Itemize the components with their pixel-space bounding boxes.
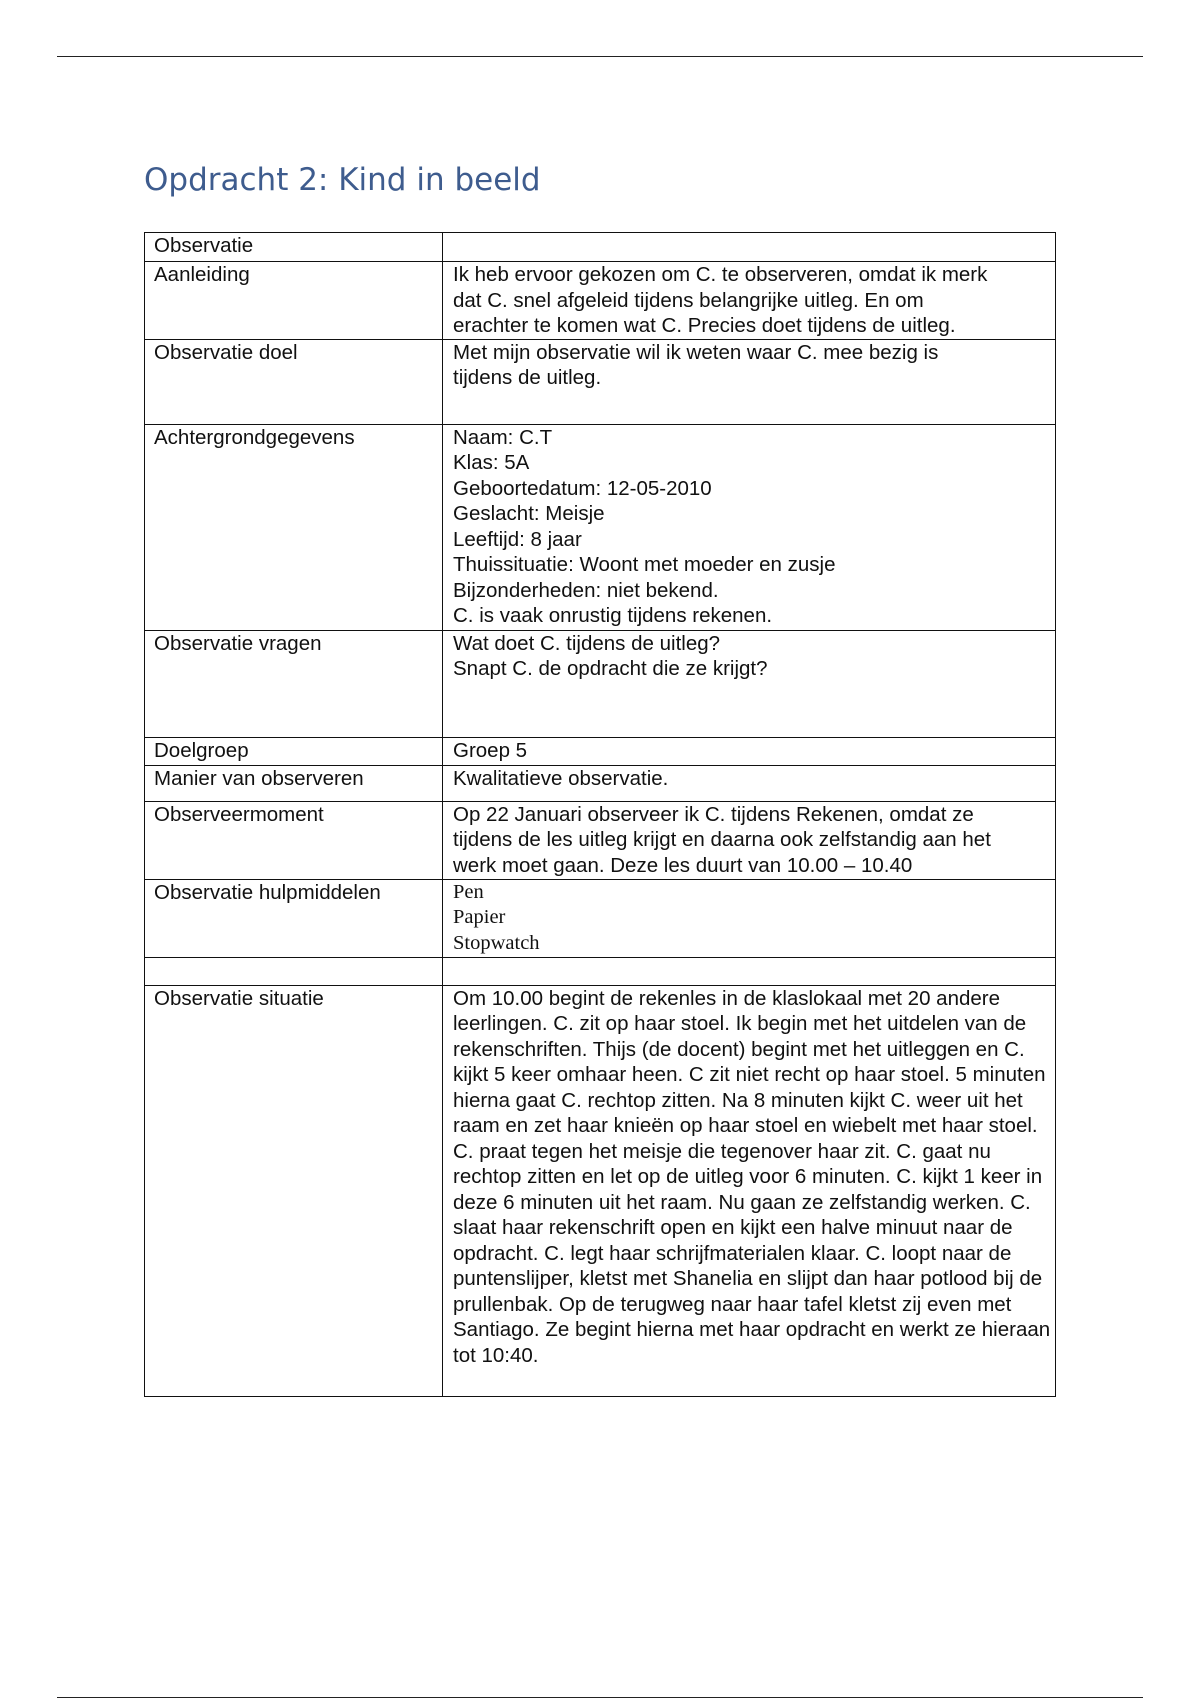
text-line: Met mijn observatie wil ik weten waar C. mee bezig is	[453, 340, 939, 364]
text-line: Naam: C.T	[453, 425, 553, 449]
header-rule	[57, 56, 1143, 57]
text-line: Klas: 5A	[453, 451, 530, 474]
value-doelgroep: Groep 5	[443, 737, 1056, 765]
text-line: Geslacht: Meisje	[453, 502, 605, 525]
label-observatie-doel: Observatie doel	[145, 339, 443, 424]
label-achtergrondgegevens: Achtergrondgegevens	[145, 424, 443, 630]
text-line: Leeftijd: 8 jaar	[453, 527, 582, 551]
value-empty	[443, 957, 1056, 985]
text-line: Wat doet C. tijdens de uitleg?	[453, 631, 721, 655]
label-observatie-hulpmiddelen: Observatie hulpmiddelen	[145, 879, 443, 957]
table-row-observatie-vragen	[145, 630, 1056, 737]
text-line: erachter te komen wat C. Precies doet tijdens de uitleg.	[453, 314, 956, 337]
footer-rule	[57, 1697, 1143, 1698]
observation-table	[144, 232, 1056, 1397]
value-manier-van-observeren: Kwalitatieve observatie.	[443, 765, 1056, 801]
value-observatie-doel	[443, 339, 1056, 424]
table-row-observatie-situatie	[145, 985, 1056, 1396]
label-empty	[145, 957, 443, 985]
label-observeermoment: Observeermoment	[145, 801, 443, 879]
table-row-empty	[145, 957, 1056, 985]
table-row-aanleiding	[145, 262, 1056, 340]
table-row-observeermoment	[145, 801, 1056, 879]
value-observatie	[443, 233, 1056, 262]
value-aanleiding	[443, 262, 1056, 340]
value-observatie-situatie	[443, 985, 1056, 1396]
text-line: Ik heb ervoor gekozen om C. te observeren, omdat ik merk	[453, 263, 988, 286]
value-observatie-hulpmiddelen	[443, 879, 1056, 957]
text-line: Pen	[453, 880, 484, 903]
text-line: Geboortedatum: 12-05-2010	[453, 476, 712, 500]
label-observatie-situatie: Observatie situatie	[145, 985, 443, 1396]
text-line: Papier	[453, 906, 506, 928]
text-line: tijdens de les uitleg krijgt en daarna ook zelfstandig aan het	[453, 828, 991, 851]
table-row-observatie-hulpmiddelen	[145, 879, 1056, 957]
situatie-text: Om 10.00 begint de rekenles in de klaslokaal met 20 andere leerlingen. C. zit op haar stoel. Ik begin met het uitdelen van de rekenschriften. Thijs (de docent) begint met het uitleggen en C. kijkt 5 keer omhaar heen. C zit niet recht op haar stoel. 5 minuten hierna gaat C. rechtop zitten. Na 8 minuten kijkt C. weer uit het raam en zet haar knieën op haar stoel en wiebelt met haar stoel. C. praat tegen het meisje die tegenover haar zit. C. gaat nu rechtop zitten en let op de uitleg voor 6 minuten. C. kijkt 1 keer in deze 6 minuten uit het raam. Nu gaan ze zelfstandig werken. C. slaat haar rekenschrift open en kijkt een halve minuut naar de opdracht. C. legt haar schrijfmaterialen klaar. C. loopt naar de puntenslijper, kletst met Shanelia en slijpt dan haar potlood bij de prullenbak. Op de terugweg naar haar tafel kletst zij even met Santiago. Ze begint hierna met haar opdracht en werkt ze hieraan tot 10:40.	[453, 986, 1051, 1367]
text-line: dat C. snel afgeleid tijdens belangrijke uitleg. En om	[453, 288, 924, 312]
text-line: Op 22 Januari observeer ik C. tijdens Rekenen, omdat ze	[453, 802, 974, 826]
value-observatie-vragen	[443, 630, 1056, 737]
label-observatie-vragen: Observatie vragen	[145, 630, 443, 737]
text-line: werk moet gaan. Deze les duurt van 10.00 – 10.40	[453, 853, 913, 877]
text-line: C. is vaak onrustig tijdens rekenen.	[453, 604, 773, 627]
text-line: Stopwatch	[453, 931, 540, 954]
value-achtergrondgegevens	[443, 424, 1056, 630]
table-row-manier-van-observeren	[145, 765, 1056, 801]
label-doelgroep: Doelgroep	[145, 737, 443, 765]
label-observatie: Observatie	[145, 233, 443, 262]
page-title: Opdracht 2: Kind in beeld	[144, 162, 541, 198]
text-line: Thuissituatie: Woont met moeder en zusje	[453, 553, 836, 576]
text-line: Bijzonderheden: niet bekend.	[453, 578, 719, 602]
table-row-achtergrondgegevens	[145, 424, 1056, 630]
text-line: tijdens de uitleg.	[453, 366, 602, 389]
table-row-observatie-doel	[145, 339, 1056, 424]
table-row-header	[145, 233, 1056, 262]
table-row-doelgroep	[145, 737, 1056, 765]
label-manier-van-observeren: Manier van observeren	[145, 765, 443, 801]
text-line: Snapt C. de opdracht die ze krijgt?	[453, 657, 768, 680]
value-observeermoment	[443, 801, 1056, 879]
label-aanleiding: Aanleiding	[145, 262, 443, 340]
